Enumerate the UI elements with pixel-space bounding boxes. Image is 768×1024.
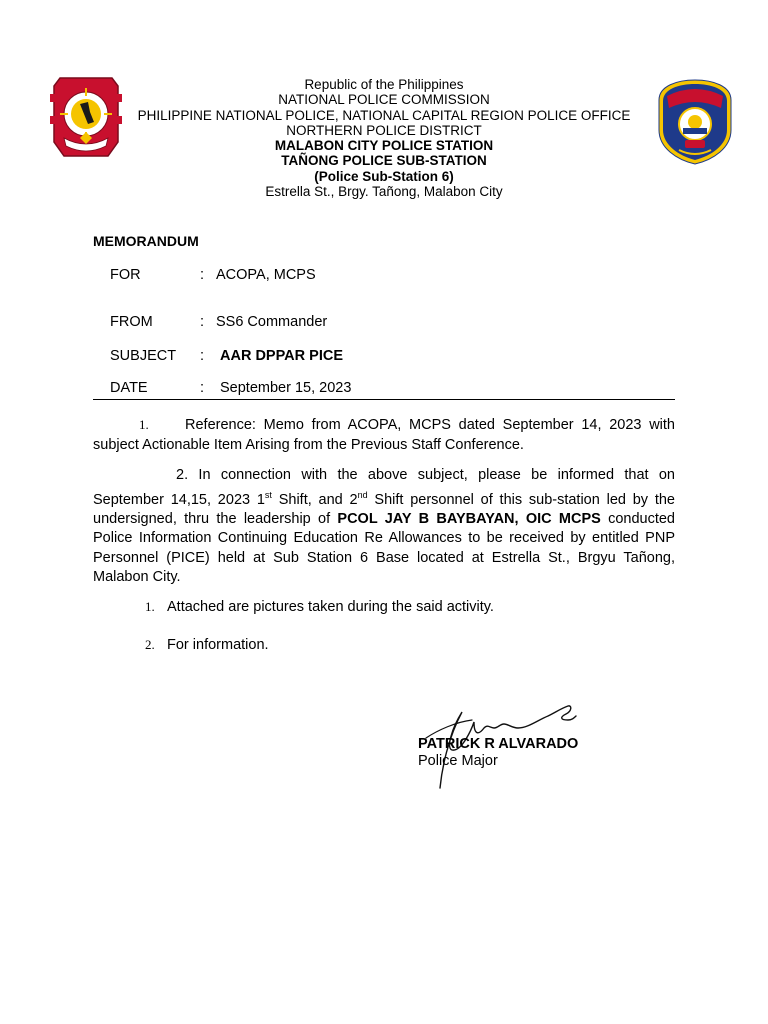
item-2-text: For information. [167, 637, 269, 653]
date-value: September 15, 2023 [220, 380, 352, 396]
for-colon: : [200, 267, 205, 283]
item-1-text: Attached are pictures taken during the said activity. [167, 599, 494, 615]
header-station: MALABON CITY POLICE STATION [274, 138, 494, 154]
paragraph-2-mid1: Shift, and 2 [271, 491, 358, 508]
paragraph-1 [93, 415, 675, 455]
paragraph-2-sup-nd: nd [357, 489, 368, 500]
letterhead [90, 77, 678, 199]
header-district: NORTHERN POLICE DISTRICT [286, 122, 482, 138]
paragraph-2-sup-st: st [264, 489, 272, 500]
header-pnp-ncrpo: PHILIPPINE NATIONAL POLICE, NATIONAL CAPITAL REGION POLICE OFFICE [137, 107, 631, 123]
from-value: SS6 Commander [216, 314, 328, 330]
item-1-number: 1. [145, 599, 155, 614]
from-label: FROM [110, 314, 153, 330]
header-substation: TAÑONG POLICE SUB-STATION [281, 153, 487, 169]
paragraph-1-text: Reference: Memo from ACOPA, MCPS dated September 14, 2023 with subject Actionable Item Arising from the Previous Staff Conference. [93, 417, 675, 453]
header-republic: Republic of the Philippines [304, 77, 464, 92]
header-divider [93, 399, 675, 400]
header-substation-number: (Police Sub-Station 6) [314, 168, 454, 184]
paragraph-1-number: 1. [139, 417, 149, 432]
subject-value: AAR DPPAR PICE [220, 348, 343, 364]
paragraph-2-tail: conducted Police Information Continuing Education Re Allowances to be received by entitled PNP Personnel (PICE) held at Sub Station 6 Base located at Estrella St., Brgyu Tañong, Malabon City. [93, 510, 675, 586]
from-colon: : [200, 314, 205, 330]
list-item [145, 637, 269, 653]
paragraph-2 [93, 466, 675, 588]
for-label: FOR [110, 267, 141, 283]
memo-title: MEMORANDUM [93, 233, 199, 249]
paragraph-2-leader: PCOL JAY B BAYBAYAN, OIC MCPS [337, 510, 601, 527]
item-2-number: 2. [145, 637, 155, 652]
for-value: ACOPA, MCPS [216, 267, 316, 283]
signatory-name: PATRICK R ALVARADO [418, 736, 579, 752]
signatory-title: Police Major [418, 753, 498, 769]
paragraph-2-mid2: Shift personnel of this sub-station led by the undersigned, thru the leadership of [93, 491, 675, 527]
paragraph-2-lead: 2. In connection with the above subject, please be informed that on September 14,15, 2023 1 [93, 467, 675, 508]
date-label: DATE [110, 380, 148, 396]
list-item [145, 599, 494, 615]
header-address: Estrella St., Brgy. Tañong, Malabon City [265, 184, 503, 200]
subject-colon: : [200, 348, 205, 364]
date-colon: : [200, 380, 205, 396]
subject-label: SUBJECT [110, 348, 177, 364]
header-napolcom: NATIONAL POLICE COMMISSION [278, 92, 490, 108]
